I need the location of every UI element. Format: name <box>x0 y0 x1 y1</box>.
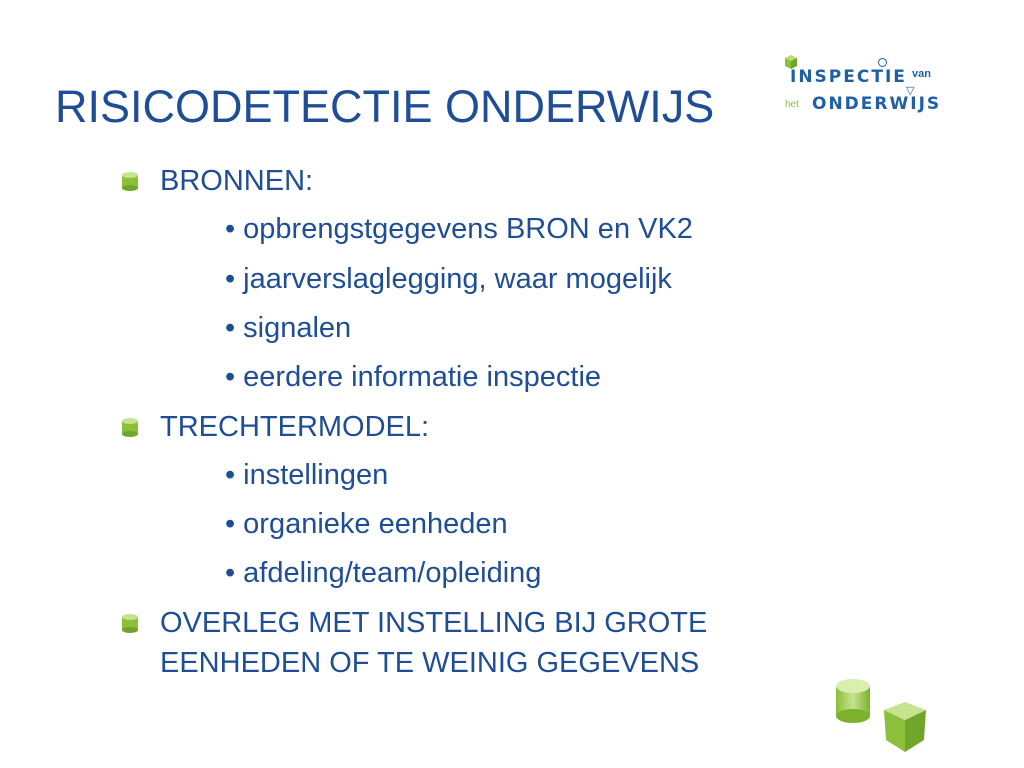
cylinder-bullet-icon <box>119 170 141 192</box>
bullet-heading-line1: OVERLEG MET INSTELLING BIJ GROTE <box>160 607 708 639</box>
cylinder-decoration-icon <box>832 676 874 726</box>
logo-word-van: van <box>912 68 931 80</box>
bullet-heading-line2: EENHEDEN OF TE WEINIG GEGEVENS <box>160 647 700 679</box>
sub-bullet-item: • organieke eenheden <box>225 508 508 540</box>
sub-bullet-item: • instellingen <box>225 459 389 491</box>
slide-title: RISICODETECTIE ONDERWIJS <box>55 81 715 132</box>
sub-bullet-item: • afdeling/team/opleiding <box>225 557 542 589</box>
cylinder-bullet-icon <box>119 612 141 634</box>
logo-word-inspectie: INSPECTIE <box>790 67 907 87</box>
sub-bullet-item: • signalen <box>225 312 352 344</box>
inspectie-logo <box>784 54 944 124</box>
cylinder-bullet-icon <box>119 416 141 438</box>
sub-bullet-item: • opbrengstgegevens BRON en VK2 <box>225 213 693 245</box>
cube-decoration-icon <box>880 700 930 756</box>
sub-bullet-item: • eerdere informatie inspectie <box>225 361 602 393</box>
sub-bullet-item: • jaarverslaglegging, waar mogelijk <box>225 263 672 295</box>
bullet-heading: BRONNEN: <box>160 165 314 197</box>
logo-word-onderwijs: ONDERWIJS <box>812 94 942 114</box>
logo-word-het: het <box>785 99 799 110</box>
logo-triangle-icon: ▽ <box>906 85 915 97</box>
logo-circle-icon <box>878 58 887 67</box>
bullet-heading: TRECHTERMODEL: <box>160 411 430 443</box>
